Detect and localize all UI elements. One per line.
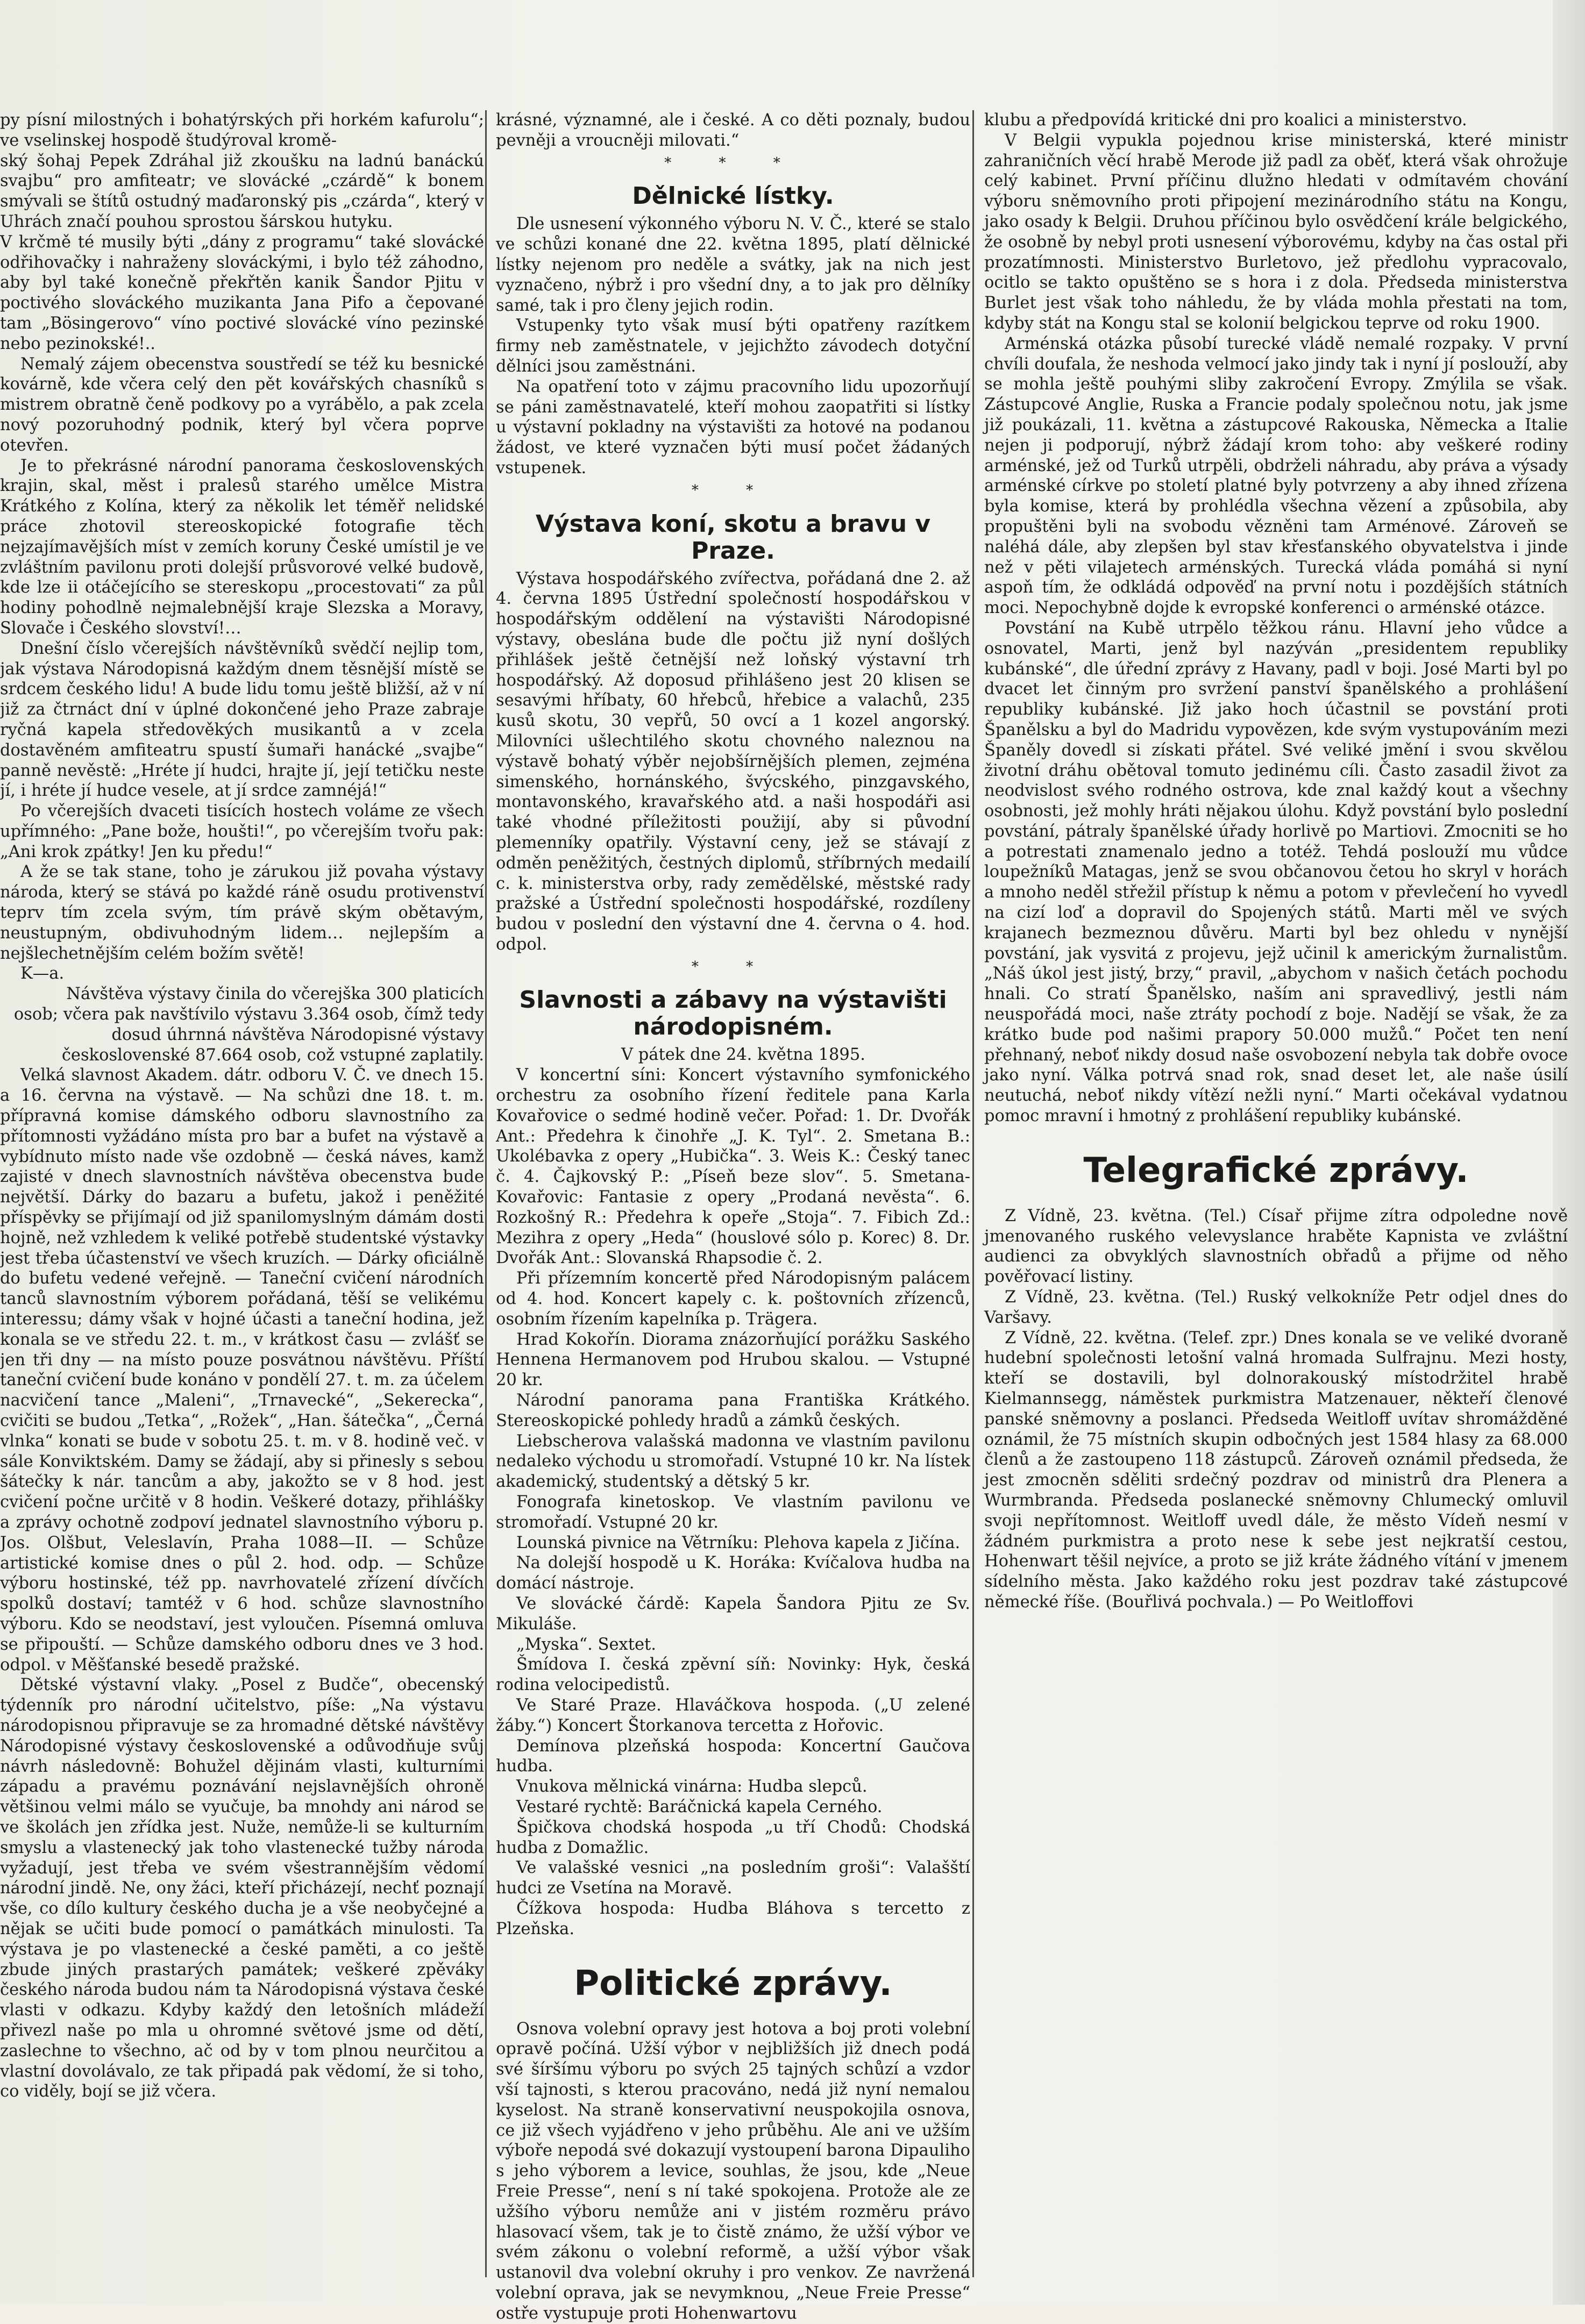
paragraph: Po včerejších dvaceti tisících hostech voláme ze všech upřímného: „Pane bože, houšti!“, po včerejším tvořu pak: „Ani krok zpátky! Jen ku předu!“ — [0, 802, 484, 861]
section-separator: * * * — [664, 154, 802, 171]
section-separator: * * — [691, 958, 775, 975]
column-rule-1 — [485, 110, 487, 2277]
date-line: V pátek dne 24. května 1895. — [621, 1045, 865, 1065]
section-heading: Politické zprávy. — [574, 1963, 892, 2004]
paragraph: Lounská pivnice na Větrníku: Plehova kapela z Jičína. — [516, 1533, 961, 1552]
paragraph: Výstava hospodářského zvířectva, pořádaná dne 2. až 4. června 1895 Ústřední společností hospodářskou v hospodářským oddělení na výstavišti Národopisné výstavy, obeslána bude dle počtu již nyní došlých přihlášek ještě četnější než loňský výstavní trh hospodářský. Až doposud přihlášeno jest 20 klisen se sesavými hříbaty, 60 hřebců, hřebice a valachů, 235 kusů skotu, 30 vepřů, 50 ovcí a 1 kozel angorský. Milovníci ušlechtilého skotu chovného naleznou na výstavě bohatý výběr nejobšírnějších plemen, zejména simenského, hornánského, švýcského, pinzgavského, montavonského, kravařského atd. a naši hospodáři asi také vhodné příležitosti použijí, aby si původní plemenníky opatřily. Výstavní ceny, jež se stávají z odměn peněžitých, čestných diplomů, stříbrných medailí c. k. ministerstva orby, rady zemědělské, městské rady pražské a Ústřední společnosti hospodářské, rozdíleny budou v poslední den výstavní dne 4. června o 4. hod. odpol. — [496, 569, 970, 954]
paragraph: Z Vídně, 23. května. (Tel.) Císař přijme zítra odpoledne nově jmenovaného ruského velevyslance hraběte Kapnista ve zvláštní audienci za obvyklých slavnostních obřadů a přijme od něho pověřovací listiny. — [984, 1206, 1568, 1287]
paragraph: Demínova plzeňská hospoda: Koncertní Gaučova hudba. — [496, 1736, 970, 1776]
paragraph: Liebscherova valašská madonna ve vlastním pavilonu nedaleko východu u stromořadí. Vstupné 10 kr. Na lístek akademický, studentský a dětský 5 kr. — [496, 1431, 970, 1492]
paragraph: ský šohaj Pepek Zdráhal již zkoušku na ladnú banáckú svajbu“ pro amfiteatr; ve slovácké „czárdě“ k bonem smývali se štítů ostudný maďaronský pis „czárda“, který v Uhrách značí pouhou sprostou šárskou hutyku. — [0, 151, 484, 231]
section-heading: Telegrafické zprávy. — [1083, 1150, 1469, 1190]
paragraph: Při přízemním koncertě před Národopisným palácem od 4. hod. Koncert kapely c. k. poštovních zřízenců, osobním řízením kapelníka p. Trägera. — [496, 1269, 970, 1329]
paragraph: Dle usnesení výkonného výboru N. V. Č., které se stalo ve schůzi konané dne 22. května 1895, platí dělnické lístky nejenom pro neděle a svátky, jak na nich jest vyznačeno, nýbrž i pro všední dny, a to jak pro dělníky samé, tak i pro členy jejich rodin. — [496, 215, 970, 315]
paragraph: Na dolejší hospodě u K. Horáka: Kvíčalova hudba na domácí nástroje. — [496, 1553, 970, 1593]
paragraph: Národní panorama pana Františka Krátkého. Stereoskopické pohledy hradů a zámků českých. — [496, 1391, 970, 1430]
paragraph: Nemalý zájem obecenstva soustředí se též ku besnické kovárně, kde včera celý den pět kovářských chasníků s mistrem obratně čeně podkovy po a vyrábělo, a pak zcela nový pozoruhodný podnik, který byl včera poprve otevřen. — [0, 354, 484, 455]
paragraph: A že se tak stane, toho je zárukou již povaha výstavy národa, který se stává po každé ráně osudu protivenství teprv tím zcela svým, tím právě ským obětavým, neustupným, obdivuhodným lidem… nejlepším a nejšlechetnějším celém božím světě! — [0, 862, 484, 963]
section-heading: Slavnosti a zábavy na výstavišti národopisném. — [519, 986, 947, 1041]
paragraph: krásné, významné, ale i české. A co děti poznaly, budou pevněji a vroucněji milovati.“ — [496, 111, 970, 150]
paragraph: Dnešní číslo včerejších návštěvníků svědčí nejlip tom, jak výstava Národopisná každým dnem těsnější místě se srdcem českého lidu! A bude lidu tomu ještě bližší, až v ní již za čtrnáct dní v úplné dokončené jeho Praze zabraje ryčná kapela středověkých musikantů a v zcela dostavěném amfiteatru spustí šumaři hanácké „svajbe“ panně nevěstě: „Hréte jí hudci, hrajte jí, její tetičku neste jí, i hréte jí hudce vesele, at jí srdce zamnéjá!“ — [0, 639, 484, 801]
paragraph: Arménská otázka působí turecké vládě nemalé rozpaky. V první chvíli doufala, že neshoda velmocí jako jindy tak i nyní jí poslouží, aby se mohla ještě pouhými sliby zakročení Evropy. Zmýlila se však. Zástupcové Anglie, Ruska a Francie podaly společnou notu, jak jsme již poukázali, 11. května a zástupcové Rakouska, Německa a Italie nejen ji podporují, nýbrž žádají krom toho: aby veškeré rodiny arménské, jež od Turků utrpěli, obdrželi náhradu, aby práva a výsady arménské církve po století platné byly potvrzeny a aby ihned zřízena byla komise, která by prohlédla všechna vězení a způsobila, aby propuštěni byli na svobodu vězněni tam Arménové. Zároveň se naléhá dále, aby zlepšen byl stav křesťanského obyvatelstva i jinde než v pěti vilajetech arménských. Turecká vláda pomáhá si nyní aspoň tím, že odkládá odpověď na první notu i pozdějších státních moci. Nepochybně dojde k evropské konferenci o arménské otázce. — [984, 334, 1568, 618]
paragraph: Z Vídně, 23. května. (Tel.) Ruský velkokníže Petr odjel dnes do Varšavy. — [984, 1288, 1568, 1327]
paragraph: Z Vídně, 22. května. (Telef. zpr.) Dnes konala se ve veliké dvoraně hudební společnosti letošní valná hromada Sulfrajnu. Mezi hosty, kteří se dostavili, byl dolnorakouský místodržitel hrabě Kielmannsegg, náměstek purkmistra Matzenauer, někteří členové panské sněmovny a poslanci. Předseda Weitloff uvítav shromážděné oznámil, že 75 místních skupin odbočných jest 1584 hlasy za 68.000 členů a že zastoupeno 118 zástupců. Zároveň oznámil předseda, že jest zmocněn sděliti srdečný pozdrav od ministrů dra Plenera a Wurmbranda. Předseda poslanecké sněmovny Chlumecký omluvil svoji nepřítomnost. Weitloff uvedl dále, že město Vídeň nesmí v žádném purkmistra a proto nese k sebe jest nejkratší cestou, Hohenwart těšil nejvíce, a proto se již kráte žádného vítání v jmenem sídelního města. Jako každého roku jest pozdrav také zástupcové německé říše. (Bouřlivá pochvala.) — Po Weitloffovi — [984, 1328, 1568, 1612]
section-separator: * * — [691, 482, 775, 498]
section-heading: Výstava koní, skotu a bravu v Praze. — [535, 510, 931, 565]
paragraph: Vstupenky tyto však musí býti opatřeny razítkem firmy neb zaměstnatele, v jejichžto závodech dotyční dělníci jsou zaměstnáni. — [496, 316, 970, 376]
paragraph: Čížkova hospoda: Hudba Bláhova s tercetto z Plzeňska. — [496, 1899, 970, 1938]
column-3 — [979, 110, 1568, 2277]
column-2 — [492, 110, 970, 2323]
paragraph: Je to překrásné národní panorama československých krajin, skal, měst i pralesů starého umělce Mistra Krátkého z Kolína, který za několik let téměř nelidské práce zhotovil stereoskopické fotografie těch nejzajímavějších míst v zemích koruny České umístil je ve zvláštním pavilonu proti dolejší průsvorové velké budově, kde lze ii otáčejícího se stereskopu „procestovati“ za půl hodiny pohodlně nejmalebnější kraje Slezska a Moravy, Slovače i Českého slovství!… — [0, 456, 484, 638]
paragraph: Na opatření toto v zájmu pracovního lidu upozorňují se páni zaměstnavatelé, kteří mohou zaopatřiti si lístky u výstavní pokladny na výstavišti za hotové na podanou žádost, ve které vyznačen býti musí počet žádaných vstupenek. — [496, 377, 970, 477]
paragraph: Ve valašské vesnici „na posledním groši“: Valašští hudci ze Vsetína na Moravě. — [496, 1858, 970, 1898]
paragraph: Fonografa kinetoskop. Ve vlastním pavilonu ve stromořadí. Vstupné 20 kr. — [496, 1493, 970, 1532]
paragraph: Velká slavnost Akadem. dátr. odboru V. Č. ve dnech 15. a 16. června na výstavě. — Na schůzi dne 18. t. m. přípravná komise dámského odboru slavnostního za přítomnosti vyžádáno místa pro bar a bufet na výstavě a vybídnuto místo nade vše ozdobně — česká náves, kamž zajisté v dnech slavnostních návštěva obecenstva bude největší. Dárky do bazaru a bufetu, jakož i peněžité příspěvky se přijímají od již spanilomyslným dámám dosti hojně, než vzhledem k veliké potřebě studentské výstavky jest třeba účastenství ve všech kruzích. — Dárky oficiálně do bufetu vedené veřejně. — Taneční cvičení národních tanců slavnostním výborem pořádaná, těší se velikému interessu; dámy však v hojné účasti a taneční hodina, jež konala se ve středu 22. t. m., v krátkost času — zvlášť se jen tři dny — na místo pouze posvátnou návštěvu. Příští taneční cvičení bude konáno v pondělí 27. t. m. za účelem nacvičení tance „Maleni“, „Trnavecké“, „Sekerecka“, cvičiti se budou „Tetka“, „Rožek“, „Han. šátečka“, „Černá vlnka“ konati se bude v sobotu 25. t. m. v 8. hodině več. v sále Konviktském. Damy se žádají, aby si přinesly s sebou šátečky k nár. tancům a aby, jakožto se v 8 hod. jest cvičení počne určitě v 8 hodin. Veškeré dotazy, přihlášky a zprávy ochotně zodpoví jednatel slavnostního výboru p. Jos. Olšbut, Veleslavín, Praha 1088—II. — Schůze artistické komise dnes o půl 2. hod. odp. — Schůze výboru hostinské, též pp. navrhovatelé zřízení dívčích spolků dostaví; tamtéž v 6 hod. schůze slavnostního výboru. Kdo se neodstaví, jest vyloučen. Písemná omluva se připouští. — Schůze damského odboru dnes ve 3 hod. odpol. v Měšťanské besedě pražské. — [0, 1066, 484, 1674]
paragraph: Vestaré rychtě: Baráčnická kapela Cerného. — [516, 1797, 883, 1816]
paragraph: py písní milostných i bohatýrských při horkém kafurolu“; ve vselinskej hospodě študýroval kromě- — [0, 111, 484, 150]
author-signature: Návštěva výstavy činila do včerejška 300 platicích osob; včera pak navštívilo výstavu 3.364 osob, čímž tedy dosud úhrnná návštěva Národopisné výstavy československé 87.664 osob, což vstupné zaplatily. — [13, 985, 484, 1065]
paragraph: V Belgii vypukla pojednou krise ministerská, které ministr zahraničních věcí hrabě Merode již padl za oběť, která však ohrožuje celý kabinet. První příčinu dlužno hledati v odmítavém chování výboru sněmovního proti připojení mezinárodního státu na Kongu, jako osady k Belgii. Druhou příčinou bylo osvědčení krále belgického, že osobně by nebyl proti usnesení výborovému, kdyby na čas ostal při prozatímnosti. Ministerstvo Burletovo, jež předlohu vypracovalo, ocitlo se takto opuštěno se s hora i z dola. Předseda ministerstva Burlet jest však toho náhledu, že by vláda mohla přestati na tom, kdyby stát na Kongu stal se kolonií belgickou teprve od roku 1900. — [984, 131, 1568, 333]
column-1 — [0, 110, 484, 2277]
paragraph: Šmídova I. česká zpěvní síň: Novinky: Hyk, česká rodina velocipedistů. — [496, 1655, 970, 1695]
paragraph: K—a. — [20, 964, 65, 983]
paragraph: Ve slovácké čárdě: Kapela Šandora Pjitu ze Sv. Mikuláše. — [496, 1594, 970, 1634]
paragraph: V koncertní síni: Koncert výstavního symfonického orchestru za osobního řízení ředitele pana Karla Kovařovice o sedmé hodině večer. Pořad: 1. Dr. Dvořák Ant.: Předehra k činohře „J. K. Tyl“. 2. Smetana B.: Ukolébavka z opery „Hubička“. 3. Weis K.: Český tanec č. 4. Čajkovský P.: „Píseň beze slov“. 5. Smetana-Kovařovic: Fantasie z opery „Prodaná nevěsta“. 6. Rozkošný R.: Předehra k opeře „Stoja“. 7. Fibich Zd.: Mezihra z opery „Heda“ (houslové sólo p. Korec) 8. Dr. Dvořák Ant.: Slovanská Rhapsodie č. 2. — [496, 1066, 970, 1268]
paragraph: Vnukova mělnická vinárna: Hudba slepců. — [516, 1777, 868, 1797]
paragraph: klubu a předpovídá kritické dni pro koalici a ministerstvo. — [984, 111, 1467, 130]
paragraph: Osnova volební opravy jest hotova a boj proti volební opravě počíná. Užší výbor v nejbližších již dnech podá své šíršímu výboru po svých 25 tajných schůzí a vzdor vší tajnosti, s kterou pracováno, nedá již nyní nemalou kyselost. Na straně konservativní neuspokojila osnova, ce již všech vyjádřeno v jeho průběhu. Ale ani ve užším výboře nepodá své dokazují vystoupení barona Dipauliho s jeho výborem a levice, souhlas, že jsou, kde „Neue Freie Presse“, není s ní také spokojena. Protože ale ze užšího výboru nemůže ani v jistém rozměru právo hlasovací všem, tak je to čistě známo, že užší výbor ve svém zákonu o volební reformě, a užší výbor však ustanovil dva volební okruhy i pro venkov. Ze navržená volební oprava, jak se nevymknou, „Neue Freie Presse“ ostře vystupuje proti Hohenwartovu — [496, 2019, 970, 2323]
paragraph: V krčmě té musily býti „dány z programu“ také slovácké odřihovačky i nahraženy slováckými, i bylo též záhodno, aby byl také konečně překřtěn kanik Šandor Pjitu v poctivého slováckého muzikanta Jana Pifo a čepované tam „Bösingerovo“ víno poctivé slovácké víno pezinské nebo pezinokské!.. — [0, 232, 484, 353]
paragraph: Dětské výstavní vlaky. „Posel z Budče“, obecenský týdenník pro národní učitelstvo, píše: „Na výstavu národopisnou připravuje se za hromadné dětské návštěvy Národopisné výstavy československé a odůvodňuje svůj návrh následovně: Bohužel dějinám vlasti, kulturními západu a pravému poznávání nejslavnějších ohroně většinou velmi málo se vyučuje, ba mnohdy ani národ se ve školách jen zřídka jest. Nuže, nemůže-li se kulturním smyslu a vlastenecký jak toho vlastenecké tužby národa vyžadují, jest třeba ve svém všestrannějším vědomí národní jindě. Ne, ony žáci, kteří přicházejí, nechť poznají vše, co dílo kultury českého ducha je a vše neobyčejné a nějak se učiti bude pomocí o památkách minulosti. Ta výstava je po vlastenecké a české paměti, a co ještě zbude jiných prastarých památek; veškeré zpěváky českého národa budou nám ta Národopisná výstava české vlasti v odkazu. Kdyby každý den letošních mládeží přivezl naše po mla u ohromné světové jsme od dětí, zaslechne to všechno, ač od by v tom plnou neurčitou a vlastní dovolávalo, ze tak připadá pak vědomí, že si toho, co viděly, bojí se již včera. — [0, 1676, 484, 2101]
column-rule-2 — [972, 110, 974, 2277]
paragraph: Hrad Kokořín. Diorama znázorňující porážku Saského Hennena Hermanovem pod Hrubou skalou. — Vstupné 20 kr. — [496, 1330, 970, 1390]
paragraph: Ve Staré Praze. Hlaváčkova hospoda. („U zelené žáby.“) Koncert Štorkanova tercetta z Hořovic. — [496, 1695, 970, 1735]
paragraph: Špičkova chodská hospoda „u tří Chodů: Chodská hudba z Domažlic. — [496, 1817, 970, 1857]
section-heading: Dělnické lístky. — [632, 182, 834, 210]
paragraph: „Myska“. Sextet. — [516, 1635, 656, 1654]
paragraph: Povstání na Kubě utrpělo těžkou ránu. Hlavní jeho vůdce a osnovatel, Marti, jenž byl nazýván „presidentem republiky kubánské“, dle úřední zprávy z Havany, padl v boji. José Marti byl po dvacet let činným pro svržení panství španělského a prohlášení republiky kubánské. Již jako hoch účastnil se povstání proti Španělsku a byl do Madridu vypovězen, kde svým vystupováním mezi Španěly dovedl si získati přátel. Své veliké jmění i svou skvělou životní dráhu obětoval tomuto jedinému cíli. Často zasadil život za neodvislost svého rodného ostrova, kde znal každý kout a všechny osobnosti, jež mohly hráti nějakou úlohu. Když povstání bylo poslední povstání, pátraly španělské úřady horlivě po Martiovi. Zmocniti se ho a potrestati znamenalo jedno a totéž. Tehdá poslouží mu vůdce loupežníků Matagas, jenž se svou občanovou četou ho skryl v horách a mnoho neděl střežil přístup k němu a potom v převlečení ho vyvedl na cizí loď a dopravil do Spojených států. Marti měl ve svých krajanech bezmeznou důvěru. Marti byl bez ohledu v nynější povstání, jak vysvitá z projevu, jejž učinil k americkým žurnalistům. „Náš úkol jest jistý, brzy,“ pravil, „abychom v našich četách pochodu hnali. Co stratí Španělsko, naším ani spravedlivý, jestli nám neuspořádá moci, naše ztráty pochodí z boje. Nadějí se však, že za krátko bude pod našimi prapory 50.000 mužů.“ Počet ten není přehnaný, neboť nikdy dosud naše osvobození nebyla tak dobře ovoce jako nyní. Válka potrvá snad rok, snad deset let, ale naše úsilí neutuchá, neboť nikdy vítězí nežli nyní.“ Marti očekával vydatnou pomoc mravní i hmotný z prohlášení republiky kubánské. — [984, 618, 1568, 1126]
